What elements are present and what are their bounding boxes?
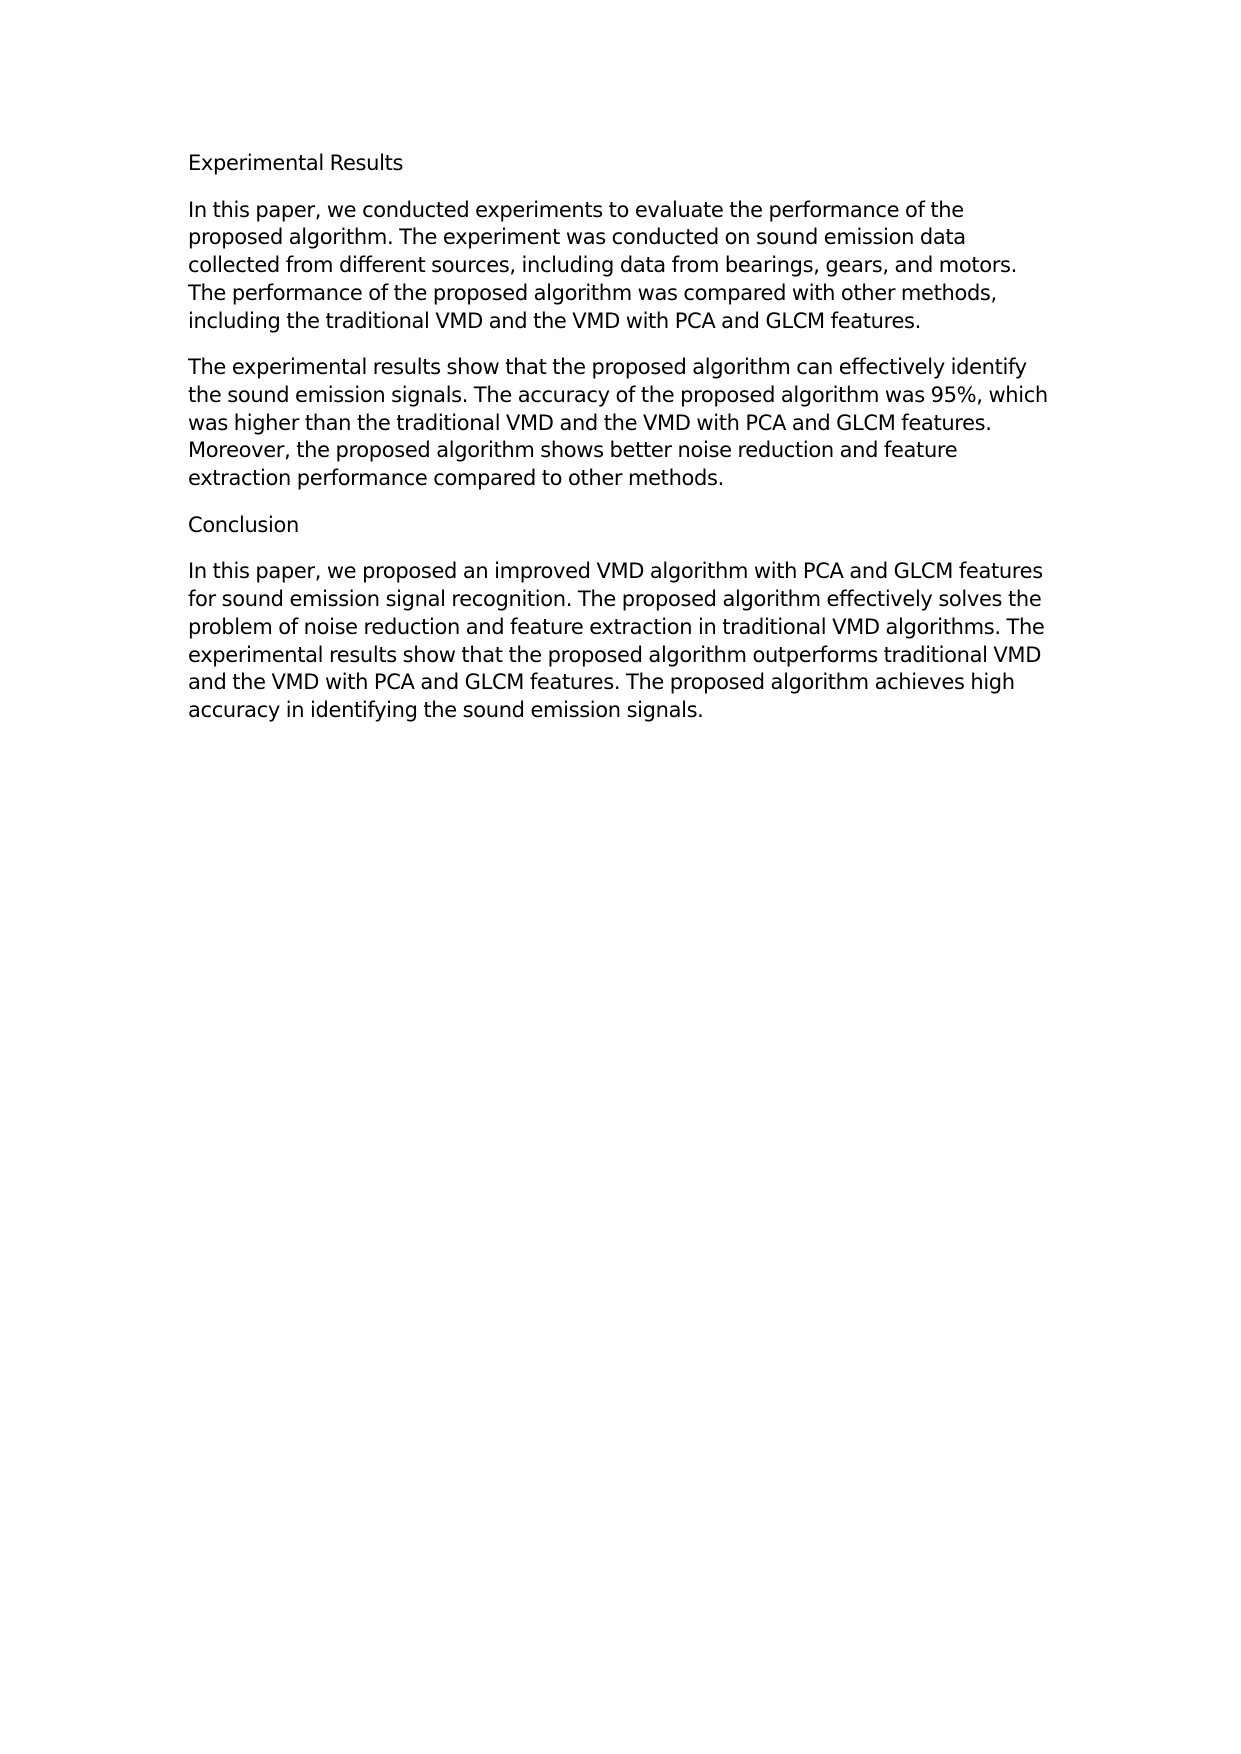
document-body <box>188 150 1068 744</box>
text-line: The experimental results show that the proposed algorithm can effectively identify <box>188 355 1027 380</box>
text-line: In this paper, we conducted experiments to evaluate the performance of the <box>188 197 964 222</box>
paragraph-conclusion <box>188 558 1068 724</box>
text-line: the sound emission signals. The accuracy of the proposed algorithm was 95%, which <box>188 382 1048 407</box>
text-line: including the traditional VMD and the VMD with PCA and GLCM features. <box>188 308 921 333</box>
text-line: experimental results show that the proposed algorithm outperforms traditional VMD <box>188 642 1042 667</box>
text-line: problem of noise reduction and feature extraction in traditional VMD algorithms. The <box>188 614 1045 639</box>
section-heading-conclusion: Conclusion <box>188 512 299 537</box>
paragraph-experiment-setup <box>188 197 1068 336</box>
text-line: for sound emission signal recognition. The proposed algorithm effectively solves the <box>188 587 1042 612</box>
text-line: The performance of the proposed algorithm was compared with other methods, <box>188 280 997 305</box>
paragraph-experiment-results <box>188 354 1068 493</box>
text-line: was higher than the traditional VMD and the VMD with PCA and GLCM features. <box>188 410 992 435</box>
text-line: collected from different sources, including data from bearings, gears, and motors. <box>188 253 1017 278</box>
text-line: In this paper, we proposed an improved VMD algorithm with PCA and GLCM features <box>188 559 1043 584</box>
section-heading-experimental-results: Experimental Results <box>188 151 404 175</box>
text-line: proposed algorithm. The experiment was conducted on sound emission data <box>188 225 966 250</box>
text-line: accuracy in identifying the sound emission signals. <box>188 697 704 722</box>
text-line: Moreover, the proposed algorithm shows better noise reduction and feature <box>188 438 958 463</box>
text-line: and the VMD with PCA and GLCM features. The proposed algorithm achieves high <box>188 670 1015 695</box>
text-line: extraction performance compared to other methods. <box>188 466 724 491</box>
